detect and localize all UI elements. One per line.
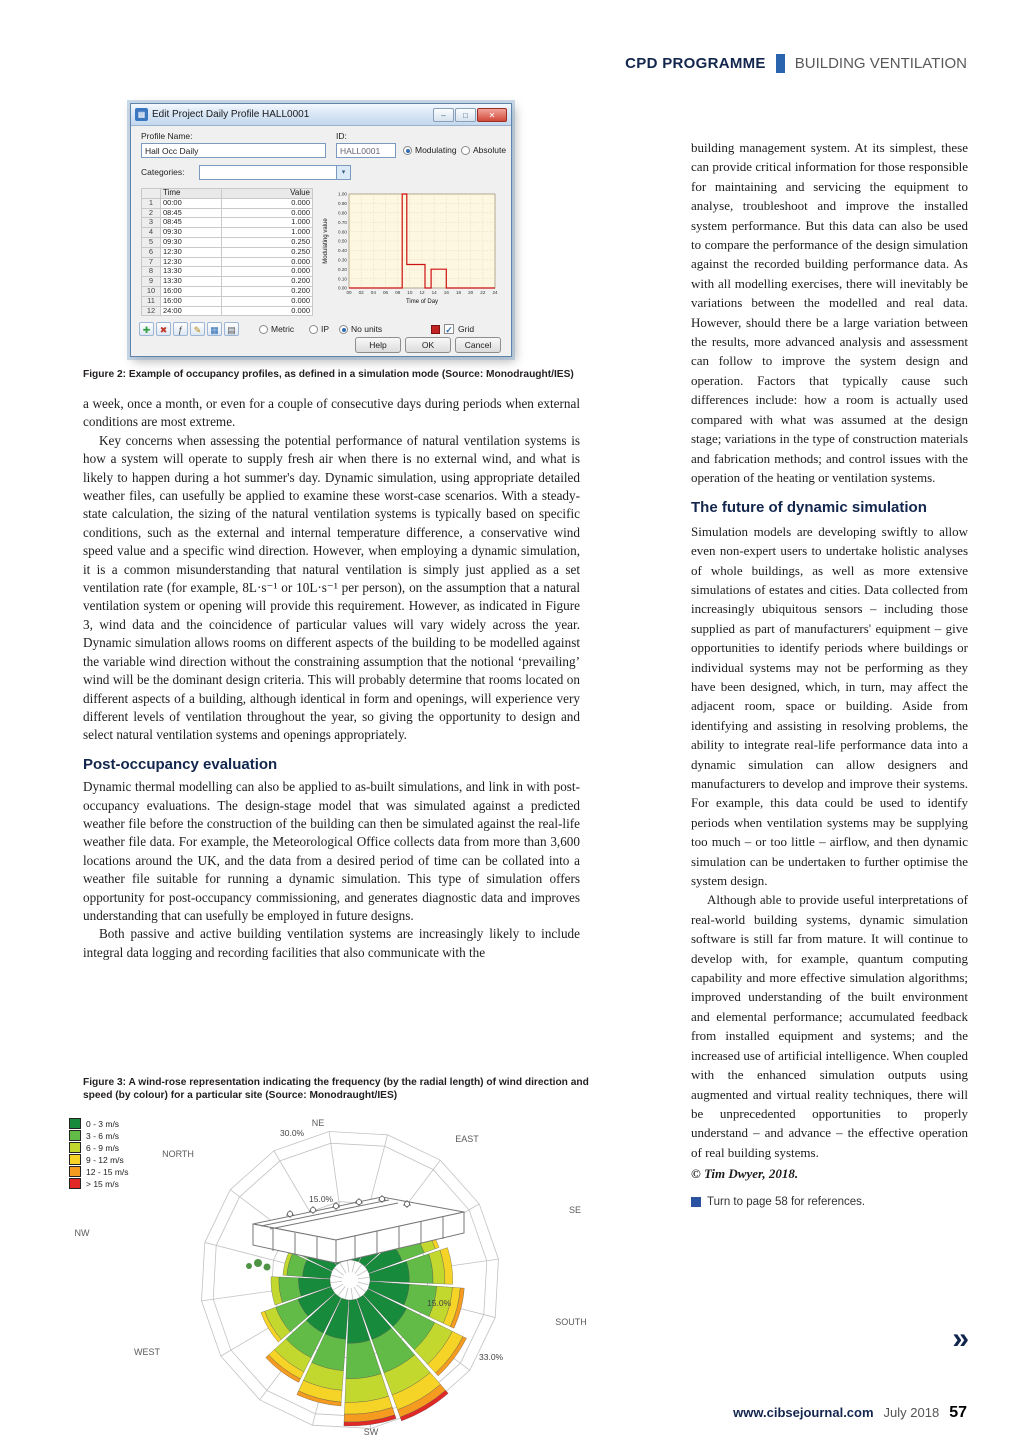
y-axis-tick-label: 0.70 [338,219,347,225]
x-axis-tick-label: 24 [492,290,498,295]
windrose-sector [406,1254,433,1284]
legend-item [69,1154,129,1165]
x-axis-tick-label: 08 [395,290,401,295]
table-cell[interactable]: 0.200 [222,286,313,296]
table-cell[interactable]: 12:30 [161,257,222,267]
figure2-caption: Figure 2: Example of occupancy profiles, as defined in a simulation mode (Source: Monodraught/IES) [83,369,574,380]
bush-icon [264,1264,271,1271]
legend-label: 0 - 3 m/s [86,1118,120,1129]
table-cell[interactable]: 24:00 [161,306,222,316]
profile-name-label: Profile Name: [141,131,193,141]
table-cell[interactable]: 08:45 [161,208,222,218]
legend-swatch [69,1154,81,1165]
compass-label: SE [568,1205,582,1215]
table-cell[interactable]: 0.250 [222,247,313,257]
table-cell[interactable]: 2 [142,208,161,218]
help-button[interactable]: Help [355,337,401,353]
table-cell[interactable]: 0.250 [222,237,313,247]
subheading-post-occupancy: Post-occupancy evaluation [83,755,278,773]
id-input[interactable] [336,143,396,158]
categories-label: Categories: [141,167,185,177]
windrose-chart [55,1112,705,1447]
function-icon[interactable]: ƒ [173,322,188,336]
y-axis-label: Modulating value [323,218,329,264]
ring-percentage-label: 33.0% [479,1352,504,1362]
table-cell[interactable]: 0.000 [222,198,313,208]
x-axis-tick-label: 12 [419,290,425,295]
ring-percentage-label: 15.0% [427,1298,452,1308]
table-row[interactable] [142,286,313,296]
table-cell[interactable]: 09:30 [161,237,222,247]
page-header [625,54,967,73]
add-icon[interactable]: ✚ [139,322,154,336]
header-section: BUILDING VENTILATION [794,55,967,72]
table-cell[interactable]: 1 [142,198,161,208]
table-row[interactable] [142,228,313,238]
legend-label: > 15 m/s [86,1178,119,1189]
column-header: Time [161,189,222,199]
x-axis-tick-label: 14 [431,290,437,295]
table-cell[interactable]: 0.000 [222,306,313,316]
y-axis-tick-label: 0.90 [338,201,347,207]
reference-note [691,1193,968,1212]
column-header [142,189,161,199]
x-axis-label: Time of Day [405,299,439,305]
table-row[interactable] [142,306,313,316]
y-axis-tick-label: 0.30 [338,257,347,263]
profile-name-input[interactable] [141,143,326,158]
y-axis-tick-label: 1.00 [338,191,347,197]
table-cell[interactable]: 0.000 [222,296,313,306]
grid-checkbox-label: Grid [458,324,475,334]
legend-swatch [69,1142,81,1153]
table-cell[interactable]: 1.000 [222,218,313,228]
absolute-radio[interactable] [461,146,470,155]
x-axis-tick-label: 04 [370,290,376,295]
paragraph: Key concerns when assessing the potential performance of natural ventilation systems is how a system will operate to supply fresh air when there is no external wind, and what is likely to happen during a hot summer's day. Dynamic simulation, using appropriate detailed weather files, can usefully be applied to examine these worst-case scenarios. With a steady-state calculation, the sizing of the natural ventilation systems is typically based on specific conditions, such as the external and internal temperature difference, a conservative wind speed value and a specific wind direction. However, when employing a dynamic simulation, it is a common misunderstanding that natural ventilation is simply just applied as a set ventilation rate (for example, 8L·s⁻¹ or 10L·s⁻¹ per person), on the assumption that a natural ventilation system or opening will provide this requirement. However, as indicated in Figure 3, wind data and the coincidence of particular values will vary widely across the year. Dynamic simulation allows rooms on different aspects of the building to be modelled against the variable wind direction without the constraining assumption that the notional ‘prevailing’ wind will be the dominant design criteria. This will probably determine that rooms located on different aspects of a building, although identical in form and openings, will experience very different levels of ventilation throughout the year, so giving the opportunity to design and select natural ventilation systems and openings appropriately. [83,432,580,743]
y-axis-tick-label: 0.60 [338,229,347,235]
y-axis-tick-label: 0.40 [338,248,347,254]
legend-item [69,1142,129,1153]
legend-label: 6 - 9 m/s [86,1142,120,1153]
table-cell[interactable]: 9 [142,277,161,287]
table-cell[interactable]: 7 [142,257,161,267]
compass-label: WEST [134,1347,160,1357]
absolute-radio-label: Absolute [473,145,507,155]
footer-page-number: 57 [949,1404,967,1421]
minimize-button[interactable]: – [433,108,454,122]
dialog-titlebar[interactable] [131,104,511,126]
ok-button[interactable]: OK [405,337,451,353]
x-axis-tick-label: 06 [382,290,389,295]
categories-combobox[interactable] [199,165,351,180]
x-axis-tick-label: 02 [358,290,364,295]
table-cell[interactable]: 0.200 [222,277,313,287]
ip-radio-label: IP [321,324,330,334]
article-right-column [691,138,968,1212]
compass-label: NE [311,1118,325,1128]
table-cell[interactable]: 13:30 [161,267,222,277]
dialog-toolbar [139,322,241,336]
legend-item [69,1130,129,1141]
dialog-title: Edit Project Daily Profile HALL0001 [152,109,310,120]
y-axis-tick-label: 0.50 [338,238,347,244]
x-axis-tick-label: 00 [346,290,352,295]
table-cell[interactable]: 3 [142,218,161,228]
figure3-windrose [55,1112,715,1448]
compass-label: SOUTH [555,1317,587,1327]
table-cell[interactable]: 08:45 [161,218,222,228]
table-cell[interactable]: 16:00 [161,296,222,306]
continue-chevron-icon: » [952,1322,969,1355]
table-row[interactable] [142,277,313,287]
legend-label: 3 - 6 m/s [86,1130,120,1141]
windrose-sectors [75,1118,587,1437]
footer-website: www.cibsejournal.com [733,1405,874,1420]
legend-item [69,1118,129,1129]
y-axis-tick-label: 0.10 [338,276,347,282]
ip-radio[interactable] [309,325,318,334]
compass-label: NORTH [162,1149,194,1159]
modulating-radio[interactable] [403,146,412,155]
maximize-button[interactable]: □ [455,108,476,122]
table-cell[interactable]: 1.000 [222,228,313,238]
cancel-button[interactable]: Cancel [455,337,501,353]
table-cell[interactable]: 12:30 [161,247,222,257]
metric-radio-label: Metric [271,324,295,334]
x-axis-tick-label: 18 [455,290,462,295]
copyright-line: © Tim Dwyer, 2018. [691,1166,799,1182]
reference-note-text: Turn to page 58 for references. [707,1195,866,1208]
ring-percentage-label: 30.0% [280,1128,305,1138]
table-row[interactable] [142,247,313,257]
windrose-legend [69,1118,129,1190]
table-row[interactable] [142,237,313,247]
table-cell[interactable]: 5 [142,237,161,247]
dialog-app-icon: ▦ [135,108,148,121]
chevron-down-icon: ▾ [336,166,350,179]
table-cell[interactable]: 0.000 [222,267,313,277]
print-icon[interactable]: ▤ [224,322,239,336]
table-cell[interactable]: 4 [142,228,161,238]
table-cell[interactable]: 11 [142,296,161,306]
edit-icon[interactable]: ✎ [190,322,205,336]
x-axis-tick-label: 20 [468,290,474,295]
close-button[interactable]: ✕ [477,108,507,122]
id-label: ID: [336,131,347,141]
copy-icon[interactable]: ▦ [207,322,222,336]
table-cell[interactable]: 6 [142,247,161,257]
table-cell[interactable]: 10 [142,286,161,296]
window-buttons [433,108,507,122]
legend-label: 9 - 12 m/s [86,1154,124,1165]
legend-swatch [69,1178,81,1189]
table-cell[interactable]: 13:30 [161,277,222,287]
compass-label: EAST [455,1134,479,1144]
table-row[interactable] [142,296,313,306]
reference-bullet-icon [691,1197,701,1207]
legend-item [69,1178,129,1189]
footer-issue: July 2018 [883,1405,940,1420]
no-units-radio-label: No units [351,324,383,334]
compass-label: SW [363,1427,379,1437]
paragraph: Both passive and active building ventilation systems are increasingly likely to include integral data logging and recording facilities that also communicate with the [83,926,580,960]
modulating-radio-label: Modulating [415,145,457,155]
delete-icon[interactable]: ✖ [156,322,171,336]
subheading-future-of-dynamic-simulation: The future of dynamic simulation [691,499,927,517]
compass-label: NW [74,1228,90,1238]
profile-table[interactable] [141,188,313,316]
table-cell[interactable]: 00:00 [161,198,222,208]
legend-label: 12 - 15 m/s [86,1166,129,1177]
x-axis-tick-label: 10 [407,290,413,295]
table-cell[interactable]: 12 [142,306,161,316]
grid-checkbox[interactable]: ✓ [445,325,453,335]
figure2-screenshot-dialog [130,103,512,357]
paragraph: a week, once a month, or even for a couple of consecutive days during periods when external conditions are most extreme. [83,396,580,430]
paragraph: Simulation models are developing swiftly to allow even non-expert users to undertake holistic analyses of whole buildings, as well as more extensive simulations of estates and cities. Data collected from increasingly ubiquitous sensors – including those supplied as part of manufacturers' equipment – give opportunities to identify periods where buildings or individual systems may not be performing as they have been designed, which, in turn, may affect the adjacent room, space or building. Aside from identifying and assisting in resolving problems, the ability to integrate real-life performance data into a dynamic simulation can allow designers and manufacturers to develop and improve their systems. For example, this data could be used to identify periods when ventilation systems may be supplying too much – or too little – airflow, and then dynamic simulation can be undertaken to further optimise the system design. [691,523,968,889]
header-divider-bar [776,54,785,73]
legend-item [69,1166,129,1177]
article-left-column [83,395,580,962]
bush-icon [246,1263,252,1269]
header-programme: CPD PROGRAMME [625,55,766,72]
paragraph: Although able to provide useful interpretations of real-world building systems, dynamic simulation software is still far from mature. It will continue to develop with, for example, quantum computing capability and more effective simulation algorithms; improved understanding of the built environment and elemental performance; accumulated feedback from installed equipment and systems; and the increased use of artificial intelligence. When coupled with the enhanced simulation outputs using augmented and virtual reality techniques, there will be unprecedented opportunities to properly understand – and advance – the effective operation of real building systems. [691,892,968,1160]
table-cell[interactable]: 09:30 [161,228,222,238]
paragraph: building management system. At its simplest, these can provide critical information for those responsible for maintaining and servicing the equipment to analyse, troubleshoot and improve the installed system performance. But this data can also be used to compare the performance of the design simulation against the recorded building performance data. As with all modelling exercises, there will inevitably be variations between the modelled and real data. However, should there be a large variation between the results, more advanced analysis and assessment can follow to improve the system design and operation. Factors that typically cause such differences include: how a room is actually used compared with what was assumed at the design stage; variations in the type of construction materials and fabrication methods; and control issues with the operation of the heating or ventilation systems. [691,140,968,485]
y-axis-tick-label: 0.00 [338,285,347,291]
x-axis-tick-label: 16 [443,290,449,295]
x-axis-tick-label: 22 [480,290,486,295]
legend-swatch [69,1118,81,1129]
column-header: Value [222,189,313,199]
table-row[interactable] [142,198,313,208]
y-axis-tick-label: 0.80 [338,210,347,216]
windrose-sector [279,1277,301,1303]
paragraph: Dynamic thermal modelling can also be applied to as-built simulations, and link in with post-occupancy evaluations. The design-stage model that was simulated against a predicted weather file before the construction of the building can then be simulated against the real-life weather file data. For example, the Meteorological Office collects data from more than 3,600 locations around the UK, and the data from a desired period of time can be collated into a weather file suitable for running a dynamic simulation. This type of simulation offers opportunity for post-occupancy commissioning, and generates diagnostic data and improves understanding that can usefully be employed in future designs. [83,779,580,923]
profile-chart [319,188,503,314]
table-cell[interactable]: 0.000 [222,208,313,218]
y-axis-tick-label: 0.20 [338,266,347,272]
table-cell[interactable]: 8 [142,267,161,277]
table-cell[interactable]: 0.000 [222,257,313,267]
page-footer [733,1404,967,1422]
no-units-radio[interactable] [339,325,348,334]
metric-radio[interactable] [259,325,268,334]
grid-color-swatch[interactable] [431,325,440,334]
legend-swatch [69,1130,81,1141]
figure3-caption: Figure 3: A wind-rose representation indicating the frequency (by the radial length) of wind direction and speed (by colour) for a particular site (Source: Monodraught/IES) [83,1077,589,1101]
table-cell[interactable]: 16:00 [161,286,222,296]
legend-swatch [69,1166,81,1177]
ring-percentage-label: 15.0% [309,1194,334,1204]
bush-icon [254,1259,262,1267]
